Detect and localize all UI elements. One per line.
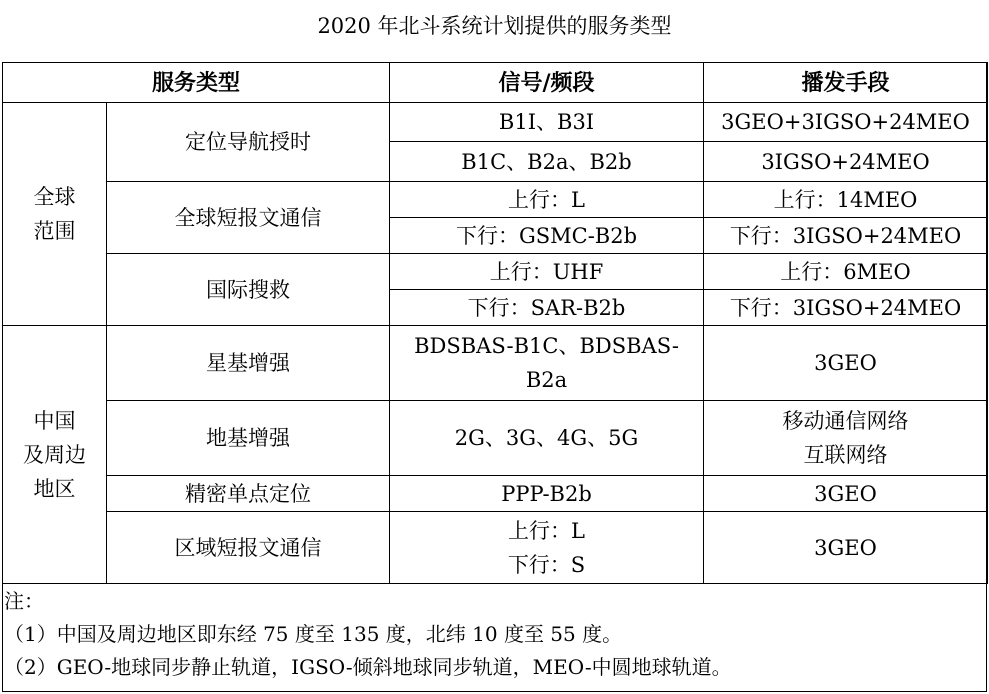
signal-cell: B1I、B3I xyxy=(390,103,704,142)
broadcast-cell: 移动通信网络 互联网络 xyxy=(704,401,988,476)
service-sbas: 星基增强 xyxy=(107,326,390,401)
service-gsmc: 全球短报文通信 xyxy=(107,182,390,254)
broadcast-cell: 3GEO xyxy=(704,476,988,512)
broadcast-cell: 上行：6MEO xyxy=(704,254,988,290)
broadcast-cell: 3GEO xyxy=(704,512,988,584)
notes xyxy=(4,585,984,684)
note-2: （2）GEO-地球同步静止轨道，IGSO-倾斜地球同步轨道，MEO-中圆地球轨道。 xyxy=(4,655,732,679)
note-1: （1）中国及周边地区即东经 75 度至 135 度，北纬 10 度至 55 度。 xyxy=(4,622,623,646)
broadcast-cell: 3GEO+3IGSO+24MEO xyxy=(704,103,988,142)
signal-cell: B1C、B2a、B2b xyxy=(390,142,704,182)
services-table xyxy=(2,62,988,584)
notes-label: 注： xyxy=(4,589,44,613)
page-title: 2020 年北斗系统计划提供的服务类型 xyxy=(317,14,672,38)
table-row xyxy=(3,401,988,476)
broadcast-cell: 上行：14MEO xyxy=(704,182,988,218)
table-header-row xyxy=(3,63,988,103)
region-global: 全球 范围 xyxy=(3,103,107,326)
table-row xyxy=(3,254,988,290)
signal-cell: 上行：UHF xyxy=(390,254,704,290)
signal-cell: BDSBAS-B1C、BDSBAS- B2a xyxy=(390,326,704,401)
signal-cell: PPP-B2b xyxy=(390,476,704,512)
signal-cell: 上行：L 下行：S xyxy=(390,512,704,584)
service-sar: 国际搜救 xyxy=(107,254,390,326)
broadcast-cell: 3GEO xyxy=(704,326,988,401)
signal-cell: 下行：GSMC-B2b xyxy=(390,218,704,254)
header-signal-band: 信号/频段 xyxy=(390,63,704,103)
service-gbas: 地基增强 xyxy=(107,401,390,476)
header-broadcast-means: 播发手段 xyxy=(704,63,988,103)
table-row xyxy=(3,103,988,142)
signal-cell: 2G、3G、4G、5G xyxy=(390,401,704,476)
service-rsmc: 区域短报文通信 xyxy=(107,512,390,584)
table-row xyxy=(3,512,988,584)
table-row xyxy=(3,476,988,512)
signal-cell: 下行：SAR-B2b xyxy=(390,290,704,326)
signal-cell: 上行：L xyxy=(390,182,704,218)
table-row xyxy=(3,182,988,218)
service-ppp: 精密单点定位 xyxy=(107,476,390,512)
region-regional: 中国 及周边 地区 xyxy=(3,326,107,584)
header-service-type: 服务类型 xyxy=(3,63,390,103)
broadcast-cell: 下行：3IGSO+24MEO xyxy=(704,218,988,254)
broadcast-cell: 下行：3IGSO+24MEO xyxy=(704,290,988,326)
broadcast-cell: 3IGSO+24MEO xyxy=(704,142,988,182)
service-pnt: 定位导航授时 xyxy=(107,103,390,182)
table-row xyxy=(3,326,988,401)
